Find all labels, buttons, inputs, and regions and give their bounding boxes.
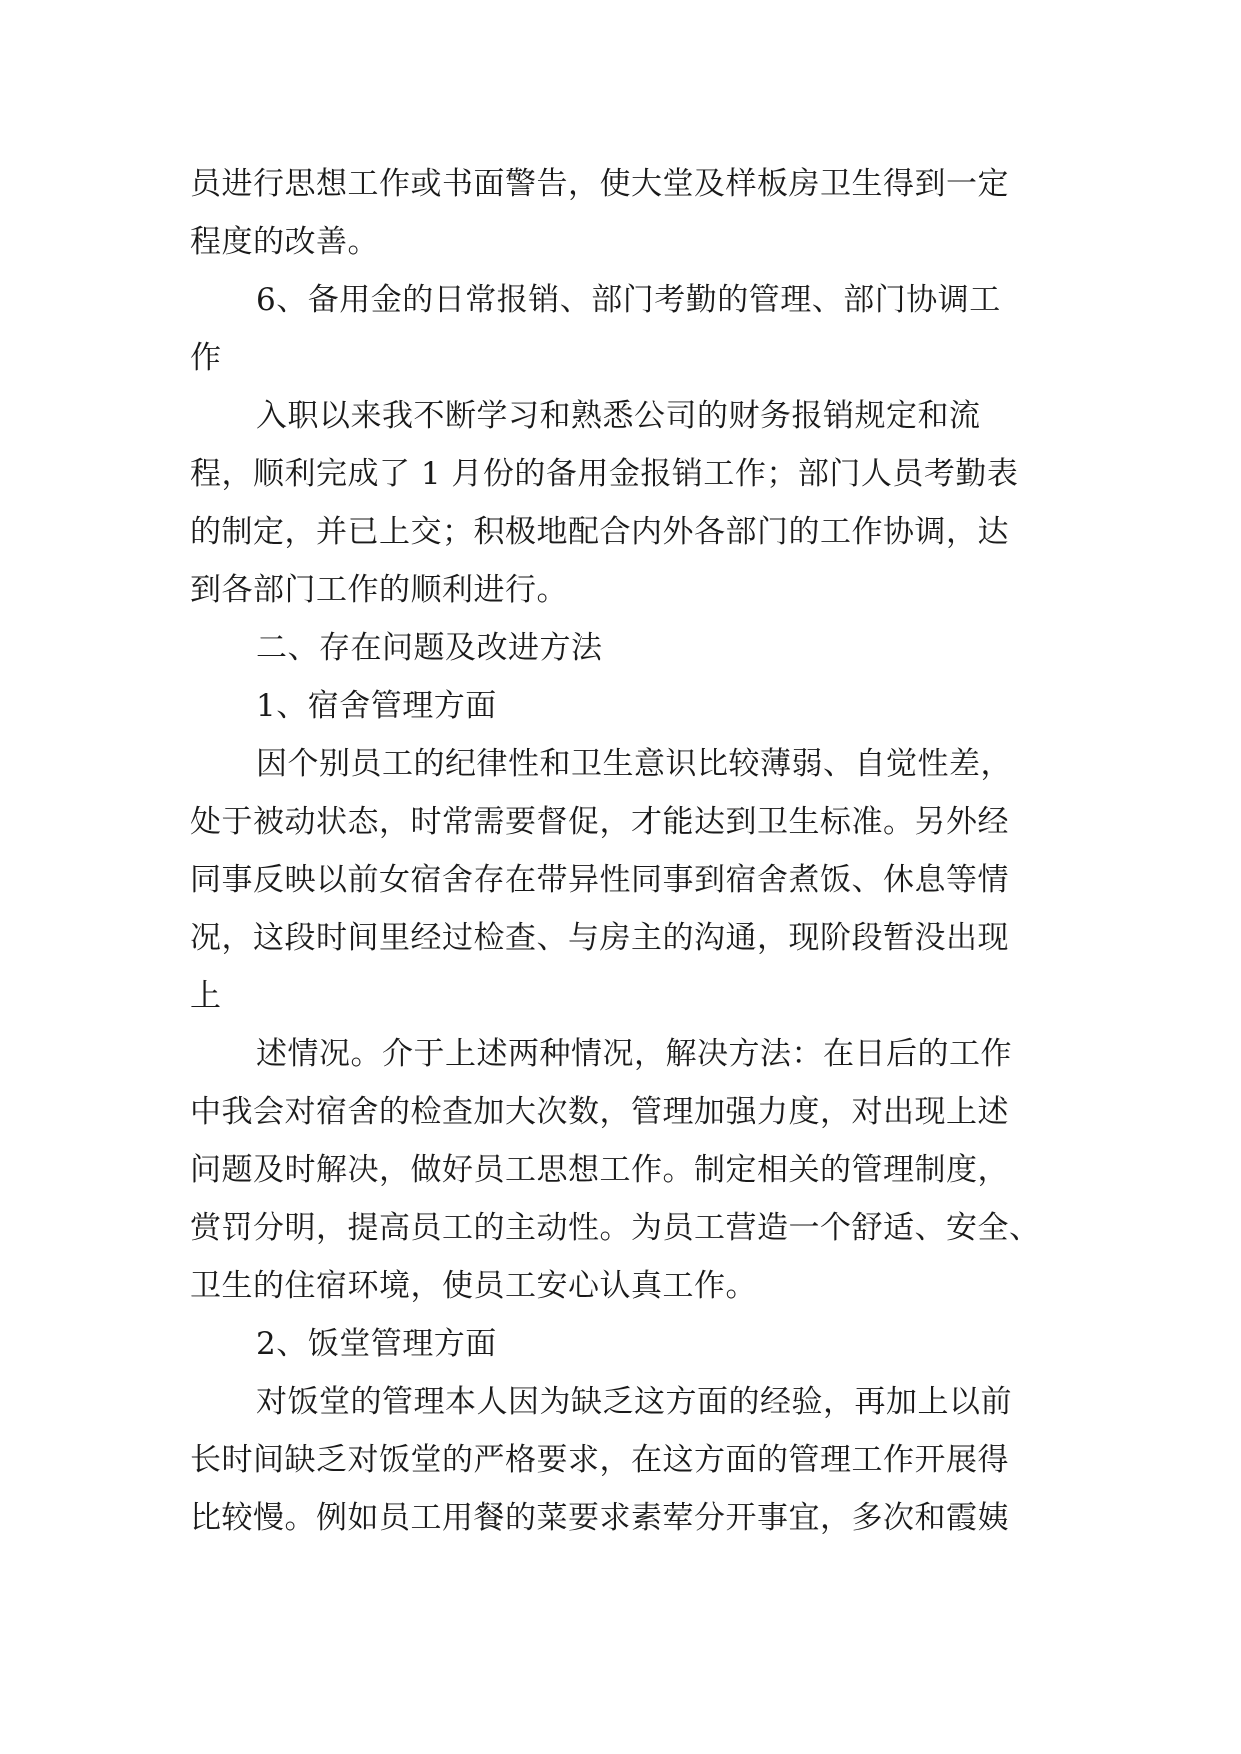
subsection-heading: 2、饭堂管理方面	[256, 1326, 497, 1362]
text-line: 同事反映以前女宿舍存在带异性同事到宿舍煮饭、休息等情	[190, 862, 1009, 898]
text-line: 程，顺利完成了 1 月份的备用金报销工作；部门人员考勤表	[190, 456, 1019, 492]
paragraph-start: 入职以来我不断学习和熟悉公司的财务报销规定和流	[256, 398, 981, 434]
text-line: 处于被动状态，时常需要督促，才能达到卫生标准。另外经	[190, 804, 1009, 840]
paragraph-start: 因个别员工的纪律性和卫生意识比较薄弱、自觉性差，	[256, 746, 1012, 782]
text-line: 的制定，并已上交；积极地配合内外各部门的工作协调，达	[190, 514, 1009, 550]
subsection-heading: 1、宿舍管理方面	[256, 688, 497, 724]
text-line: 程度的改善。	[190, 224, 379, 260]
text-line: 员进行思想工作或书面警告，使大堂及样板房卫生得到一定	[190, 166, 1009, 202]
text-line: 比较慢。例如员工用餐的菜要求素荤分开事宜，多次和霞姨	[190, 1500, 1009, 1536]
section-heading: 6、备用金的日常报销、部门考勤的管理、部门协调工	[256, 282, 1001, 318]
text-line: 作	[190, 340, 222, 376]
text-line: 上	[190, 978, 222, 1014]
text-line: 况，这段时间里经过检查、与房主的沟通，现阶段暂没出现	[190, 920, 1009, 956]
text-line: 长时间缺乏对饭堂的严格要求，在这方面的管理工作开展得	[190, 1442, 1009, 1478]
text-line: 赏罚分明，提高员工的主动性。为员工营造一个舒适、安全、	[190, 1210, 1041, 1246]
body-text	[190, 155, 1070, 1547]
section-heading: 二、存在问题及改进方法	[256, 630, 603, 666]
text-line: 到各部门工作的顺利进行。	[190, 572, 568, 608]
paragraph-start: 对饭堂的管理本人因为缺乏这方面的经验，再加上以前	[256, 1384, 1012, 1420]
text-line: 中我会对宿舍的检查加大次数，管理加强力度，对出现上述	[190, 1094, 1009, 1130]
paragraph-start: 述情况。介于上述两种情况，解决方法：在日后的工作	[256, 1036, 1012, 1072]
text-line: 卫生的住宿环境，使员工安心认真工作。	[190, 1268, 757, 1304]
text-line: 问题及时解决，做好员工思想工作。制定相关的管理制度，	[190, 1152, 1009, 1188]
